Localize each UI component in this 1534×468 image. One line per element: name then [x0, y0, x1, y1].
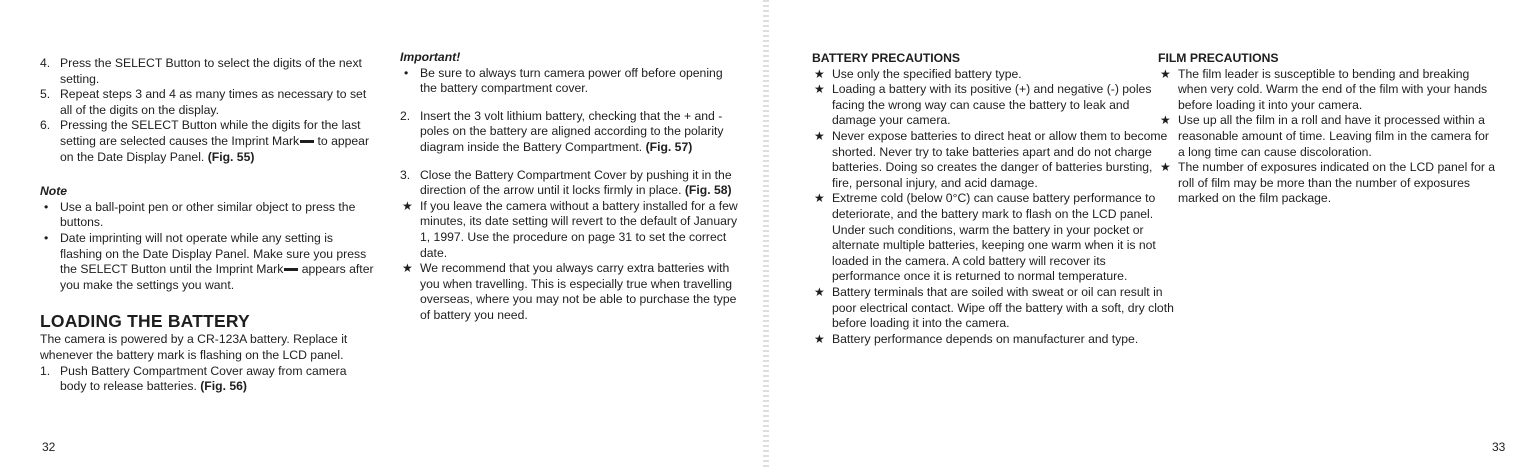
list-item: ★ We recommend that you always carry extra batteries with you when travelling. This is especially true when travelling overseas, where you may not be able to purchase the type of battery you need. [402, 261, 737, 322]
list-item: • Use a ball-point pen or other similar object to press the buttons. [44, 199, 356, 230]
list-item: 5. Repeat steps 3 and 4 as many times as necessary to set all of the digits on the display. [40, 87, 367, 117]
list-item: • Be sure to always turn camera power off before opening the battery compartment cover. [404, 65, 723, 96]
loading-section [40, 310, 376, 394]
intro-paragraph: The camera is powered by a CR-123A battery. Replace it whenever the battery mark is flashing on the LCD panel. [40, 332, 348, 362]
list-item: 1. Push Battery Compartment Cover away from camera body to release batteries. (Fig. 56) [40, 363, 347, 394]
star-icon: ★ [814, 128, 825, 143]
list-item: ★ Battery performance depends on manufacturer and type. [814, 331, 1139, 346]
list-item: ★ Extreme cold (below 0°C) can cause battery performance to deteriorate, and the battery mark to flash on the LCD panel. Under such conditions, warm the battery in your pocket or alternate multiple batteries, keeping one warm when it is not loaded in the camera. A cold battery will recover its performance once it is returned to normal temperature. [814, 191, 1156, 284]
list-item: ★ If you leave the camera without a battery installed for a few minutes, its date setting will revert to the default of January 1, 1997. Use the procedure on page 31 to set the correct date. [402, 198, 738, 260]
figure-reference: (Fig. 56) [200, 379, 247, 394]
star-icon: ★ [1160, 113, 1171, 128]
list-item: 2. Insert the 3 volt lithium battery, checking that the + and - poles on the battery are aligned according to the polarity diagram inside the Battery Compartment. (Fig. 57) [400, 108, 724, 154]
figure-reference: (Fig. 57) [645, 139, 693, 154]
section-heading: FILM PRECAUTIONS [1158, 51, 1279, 65]
page-number: 32 [42, 440, 56, 454]
battery-precautions-list [812, 67, 1174, 348]
right-column [400, 50, 740, 324]
film-precautions-column [1158, 51, 1496, 207]
bullet-icon: • [44, 230, 49, 245]
star-icon: ★ [1160, 160, 1171, 175]
important-section [400, 50, 740, 97]
star-icon: ★ [814, 331, 825, 346]
star-icon: ★ [814, 82, 825, 97]
star-icon: ★ [814, 191, 825, 206]
bullet-icon: • [404, 65, 409, 80]
left-page [0, 0, 762, 468]
battery-precautions-column [812, 51, 1174, 347]
star-icon: ★ [402, 261, 413, 276]
note-section [40, 184, 376, 293]
list-item: ★ The film leader is susceptible to bending and breaking when very cold. Warm the end of the film with your hands before loading it into your camera. [1160, 66, 1488, 112]
important-heading: Important! [400, 50, 461, 64]
right-page [770, 0, 1534, 468]
star-icon: ★ [814, 284, 825, 299]
section-heading: BATTERY PRECAUTIONS [812, 51, 961, 65]
imprint-mark-icon [300, 140, 314, 143]
imprint-mark-icon [284, 268, 298, 271]
list-item: 3. Close the Battery Compartment Cover by pushing it in the direction of the arrow until it locks firmly in place. (Fig. 58) [400, 167, 732, 198]
star-icon: ★ [814, 66, 825, 81]
figure-reference: (Fig. 55) [207, 149, 255, 164]
note-list [40, 200, 376, 294]
list-item: ★ Use up all the film in a roll and have it processed within a reasonable amount of time. Leaving film in the camera for a long time can cause discoloration. [1160, 113, 1489, 159]
book-spine [763, 0, 769, 468]
bullet-icon: • [44, 199, 49, 214]
list-item: 6. Pressing the SELECT Button while the digits for the last setting are selected causes the Imprint Mark to appear on the Date Display Panel. (Fig. 55) [40, 118, 370, 164]
list-item: ★ Never expose batteries to direct heat or allow them to become shorted. Never try to take batteries apart and do not charge batteries. Doing so creates the danger of batteries bursting, fire, personal injury, and acid damage. [814, 128, 1168, 190]
list-item: ★ Battery terminals that are soiled with sweat or oil can result in poor electrical contact. Wipe off the battery with a soft, dry cloth before loading it into the camera. [814, 284, 1174, 331]
list-item: ★ Use only the specified battery type. [814, 66, 1022, 81]
star-icon: ★ [402, 198, 413, 213]
list-item: • Date imprinting will not operate while any setting is flashing on the Date Display Panel. Make sure you press the SELECT Button until the Imprint Mark appears after you make the settings you want. [44, 230, 374, 292]
page-number: 33 [1492, 440, 1506, 454]
list-item: ★ Loading a battery with its positive (+) and negative (-) poles facing the wrong way can cause the battery to leak and damage your camera. [814, 82, 1152, 128]
note-heading: Note [40, 184, 68, 199]
steps-continued-list [40, 56, 376, 165]
list-item: ★ The number of exposures indicated on the LCD panel for a roll of film may be more than the number of exposures marked on the film package. [1160, 160, 1496, 206]
section-heading: LOADING THE BATTERY [40, 311, 250, 332]
star-icon: ★ [1160, 66, 1171, 81]
left-column [40, 56, 376, 395]
film-precautions-list [1158, 67, 1496, 207]
list-item: 4. Press the SELECT Button to select the digits of the next setting. [40, 56, 362, 86]
figure-reference: (Fig. 58) [684, 183, 732, 198]
